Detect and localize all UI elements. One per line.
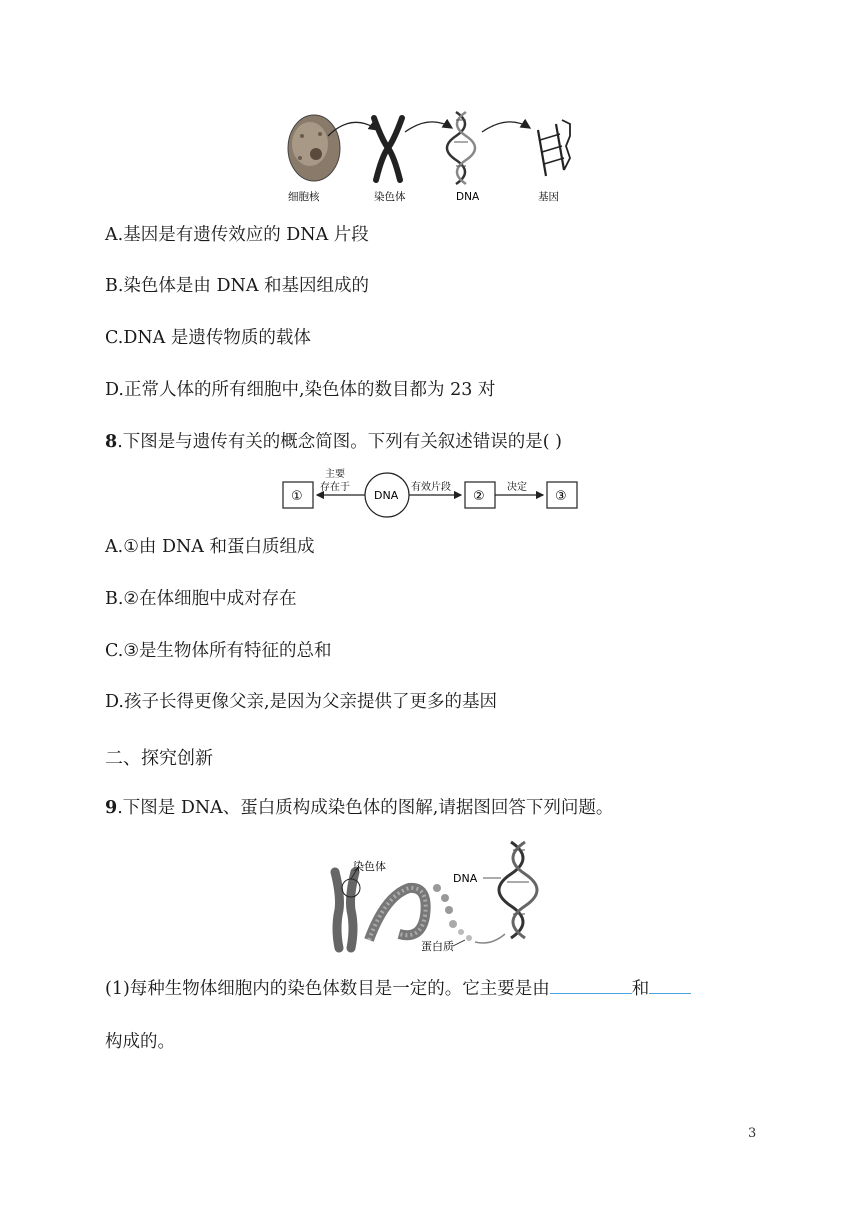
figure-nucleus-to-gene bbox=[270, 100, 600, 210]
q8-stem-text: .下图是与遗传有关的概念简图。下列有关叙述错误的是( ) bbox=[117, 432, 562, 452]
arrow2-label: 有效片段 bbox=[411, 482, 451, 493]
gene-segment-image bbox=[538, 120, 570, 176]
chromosome-x-image bbox=[335, 872, 355, 948]
q9-stem bbox=[105, 796, 613, 820]
diagram-box-3-label: ③ bbox=[555, 489, 567, 504]
q9-stem-text: .下图是 DNA、蛋白质构成染色体的图解,请据图回答下列问题。 bbox=[117, 798, 614, 818]
label-nucleus: 细胞核 bbox=[288, 191, 320, 203]
section-heading: 二、探究创新 bbox=[105, 748, 213, 769]
q8-option-b: B.②在体细胞中成对存在 bbox=[105, 589, 297, 609]
q8-option-d: D.孩子长得更像父亲,是因为父亲提供了更多的基因 bbox=[105, 692, 498, 712]
concept-diagram bbox=[275, 464, 595, 524]
q8-option-a: A.①由 DNA 和蛋白质组成 bbox=[105, 537, 315, 557]
arrow1-label-line2: 存在于 bbox=[320, 482, 350, 493]
figure-chromosome-structure bbox=[325, 836, 540, 954]
answer-blank-1[interactable] bbox=[550, 975, 632, 994]
q8-number: 8 bbox=[105, 432, 118, 452]
dna-double-helix-image bbox=[499, 842, 537, 938]
q9-sub1 bbox=[105, 975, 691, 1001]
q7-option-b: B.染色体是由 DNA 和基因组成的 bbox=[105, 276, 370, 296]
diagram-box-1-label: ① bbox=[291, 489, 303, 504]
chromatin-coil-image bbox=[369, 888, 426, 940]
arrow3-label: 决定 bbox=[507, 482, 527, 493]
diagram-dna-label: DNA bbox=[374, 489, 399, 502]
q8-stem bbox=[105, 430, 562, 454]
label-dna: DNA bbox=[456, 191, 480, 203]
label-gene: 基因 bbox=[538, 191, 559, 203]
q9-sub1-text: (1)每种生物体细胞内的染色体数目是一定的。它主要是由 bbox=[105, 979, 550, 999]
diagram-box-2-label: ② bbox=[473, 489, 485, 504]
label-chromosome: 染色体 bbox=[374, 191, 406, 203]
q7-option-d: D.正常人体的所有细胞中,染色体的数目都为 23 对 bbox=[105, 380, 496, 400]
answer-blank-2[interactable] bbox=[649, 975, 691, 994]
q7-option-a: A.基因是有遗传效应的 DNA 片段 bbox=[105, 225, 369, 245]
label-fig3-protein: 蛋白质 bbox=[421, 940, 454, 953]
arrow1-label-line1: 主要 bbox=[325, 469, 345, 480]
q8-option-c: C.③是生物体所有特征的总和 bbox=[105, 641, 332, 661]
q9-sub1-and: 和 bbox=[631, 979, 650, 999]
page-number: 3 bbox=[748, 1126, 757, 1141]
nucleosome-beads-image bbox=[433, 884, 472, 941]
q7-option-c: C.DNA 是遗传物质的载体 bbox=[105, 328, 311, 348]
label-fig3-chromosome: 染色体 bbox=[353, 860, 386, 873]
label-fig3-dna: DNA bbox=[453, 872, 478, 885]
cell-nucleus-image bbox=[288, 115, 340, 181]
chromosome-image bbox=[374, 118, 402, 180]
q9-sub1-continuation: 构成的。 bbox=[105, 1032, 175, 1052]
dna-helix-image bbox=[447, 112, 475, 184]
q9-number: 9 bbox=[105, 798, 118, 818]
